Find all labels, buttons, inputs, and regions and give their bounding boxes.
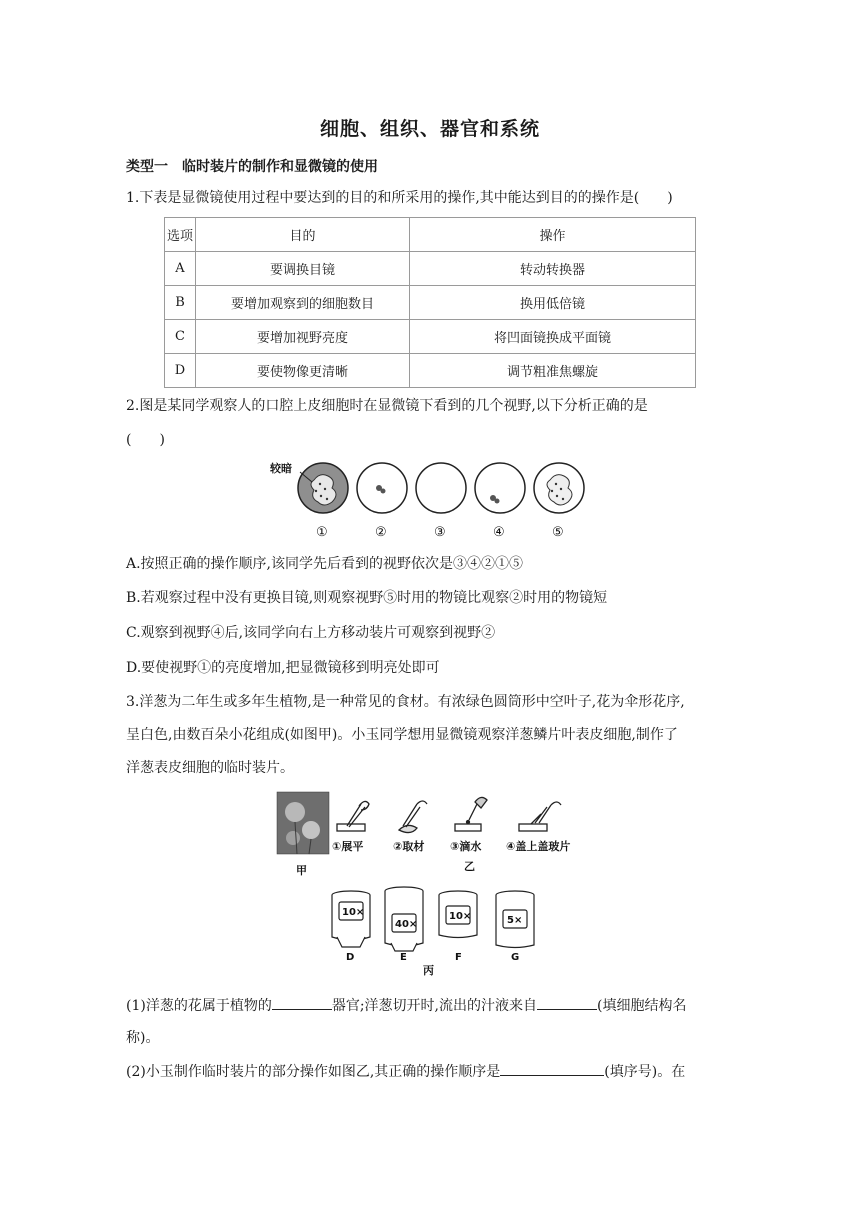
step-label: ②取材 xyxy=(393,840,425,853)
table-cell-operation: 换用低倍镜 xyxy=(410,286,696,320)
cell-cluster-large-icon xyxy=(547,475,572,505)
question-2-option-c: C.观察到视野④后,该同学向右上方移动装片可观察到视野② xyxy=(126,625,496,641)
view-label: ④ xyxy=(493,525,505,540)
lens-magnification: 40× xyxy=(395,919,418,930)
step-cover-slip-icon xyxy=(519,802,561,831)
table-cell-option: C xyxy=(165,320,196,354)
table-header-cell: 选项 xyxy=(165,218,196,252)
onion-flower-photo xyxy=(277,792,329,854)
answer-blank[interactable] xyxy=(537,995,597,1010)
step-take-material-icon xyxy=(399,801,427,833)
table-cell-option: A xyxy=(165,252,196,286)
section-type-label: 类型一 xyxy=(126,159,168,175)
view-label: ③ xyxy=(434,525,446,540)
question-3-sub2 xyxy=(126,1061,685,1082)
question-2-stem-line1: 2.图是某同学观察人的口腔上皮细胞时在显微镜下看到的几个视野,以下分析正确的是 xyxy=(126,398,648,414)
table-header-cell: 操作 xyxy=(410,218,696,252)
question-3-stem-line2: 呈白色,由数百朵小花组成(如图甲)。小玉同学想用显微镜观察洋葱鳞片叶表皮细胞,制作了 xyxy=(126,727,678,743)
lens-letter: G xyxy=(511,952,520,963)
question-2-option-a: A.按照正确的操作顺序,该同学先后看到的视野依次是③④②①⑤ xyxy=(126,556,524,572)
figure-bing-label: 丙 xyxy=(423,964,434,977)
sub2-text-a: (2)小玉制作临时装片的部分操作如图乙,其正确的操作顺序是 xyxy=(126,1064,501,1080)
microscope-views-figure xyxy=(268,458,598,542)
section-heading xyxy=(126,156,378,176)
view-label: ① xyxy=(316,525,328,540)
table-cell-option: D xyxy=(165,354,196,388)
table-cell-operation: 将凹面镜换成平面镜 xyxy=(410,320,696,354)
step-add-water-icon xyxy=(455,797,487,831)
lens-magnification: 5× xyxy=(507,915,523,926)
answer-blank[interactable] xyxy=(272,995,332,1010)
question-1-stem: 1.下表是显微镜使用过程中要达到的目的和所采用的操作,其中能达到目的的操作是( ) xyxy=(126,190,673,206)
objective-lens-icon xyxy=(332,891,370,947)
view-3-field xyxy=(416,463,466,513)
sub1-text-b: 器官;洋葱切开时,流出的汁液来自 xyxy=(331,998,538,1014)
figure-yi-label: 乙 xyxy=(464,860,475,873)
step-spread-icon xyxy=(337,801,369,831)
lens-letter: F xyxy=(455,952,462,963)
table-row xyxy=(165,286,696,320)
view-4-field xyxy=(475,463,525,513)
table-cell-goal: 要调换目镜 xyxy=(196,252,410,286)
table-cell-goal: 要增加观察到的细胞数目 xyxy=(196,286,410,320)
lens-magnification: 10× xyxy=(342,907,365,918)
sub1-text-a: (1)洋葱的花属于植物的 xyxy=(126,998,272,1014)
question-3-sub1 xyxy=(126,995,686,1016)
lens-magnification: 10× xyxy=(449,911,472,922)
step-label: ③滴水 xyxy=(450,840,482,853)
question-3-stem-line3: 洋葱表皮细胞的临时装片。 xyxy=(126,760,294,776)
figure-jia-label: 甲 xyxy=(296,864,307,877)
cell-cluster-large-icon xyxy=(311,475,336,505)
view-label: ② xyxy=(375,525,387,540)
question-1-table xyxy=(164,217,696,388)
sub1-text-c: (填细胞结构名 xyxy=(597,998,687,1014)
step-label: ④盖上盖玻片 xyxy=(506,840,571,853)
table-header-row xyxy=(165,218,696,252)
table-cell-option: B xyxy=(165,286,196,320)
table-cell-goal: 要增加视野亮度 xyxy=(196,320,410,354)
table-cell-operation: 调节粗准焦螺旋 xyxy=(410,354,696,388)
table-row xyxy=(165,252,696,286)
section-name: 临时装片的制作和显微镜的使用 xyxy=(182,159,378,175)
view-label: ⑤ xyxy=(552,525,564,540)
sub2-text-b: (填序号)。在 xyxy=(604,1064,686,1080)
step-label: ①展平 xyxy=(332,840,364,853)
page-title: 细胞、组织、器官和系统 xyxy=(319,118,540,140)
table-row xyxy=(165,354,696,388)
question-2-option-b: B.若观察过程中没有更换目镜,则观察视野⑤时用的物镜比观察②时用的物镜短 xyxy=(126,590,608,606)
question-3-stem-line1: 3.洋葱为二年生或多年生植物,是一种常见的食材。有浓绿色圆筒形中空叶子,花为伞形花序, xyxy=(126,694,685,710)
table-header-cell: 目的 xyxy=(196,218,410,252)
question-3-sub1-line2: 称)。 xyxy=(126,1030,160,1046)
table-row xyxy=(165,320,696,354)
table-cell-operation: 转动转换器 xyxy=(410,252,696,286)
question-2-option-d: D.要使视野①的亮度增加,把显微镜移到明亮处即可 xyxy=(126,660,440,676)
lens-letter: D xyxy=(346,952,355,963)
dark-label: 较暗 xyxy=(270,462,292,475)
onion-procedure-figure xyxy=(275,790,595,980)
answer-blank[interactable] xyxy=(500,1061,604,1076)
lens-letter: E xyxy=(400,952,407,963)
question-2-stem-line2: ( ) xyxy=(126,432,165,448)
table-cell-goal: 要使物像更清晰 xyxy=(196,354,410,388)
